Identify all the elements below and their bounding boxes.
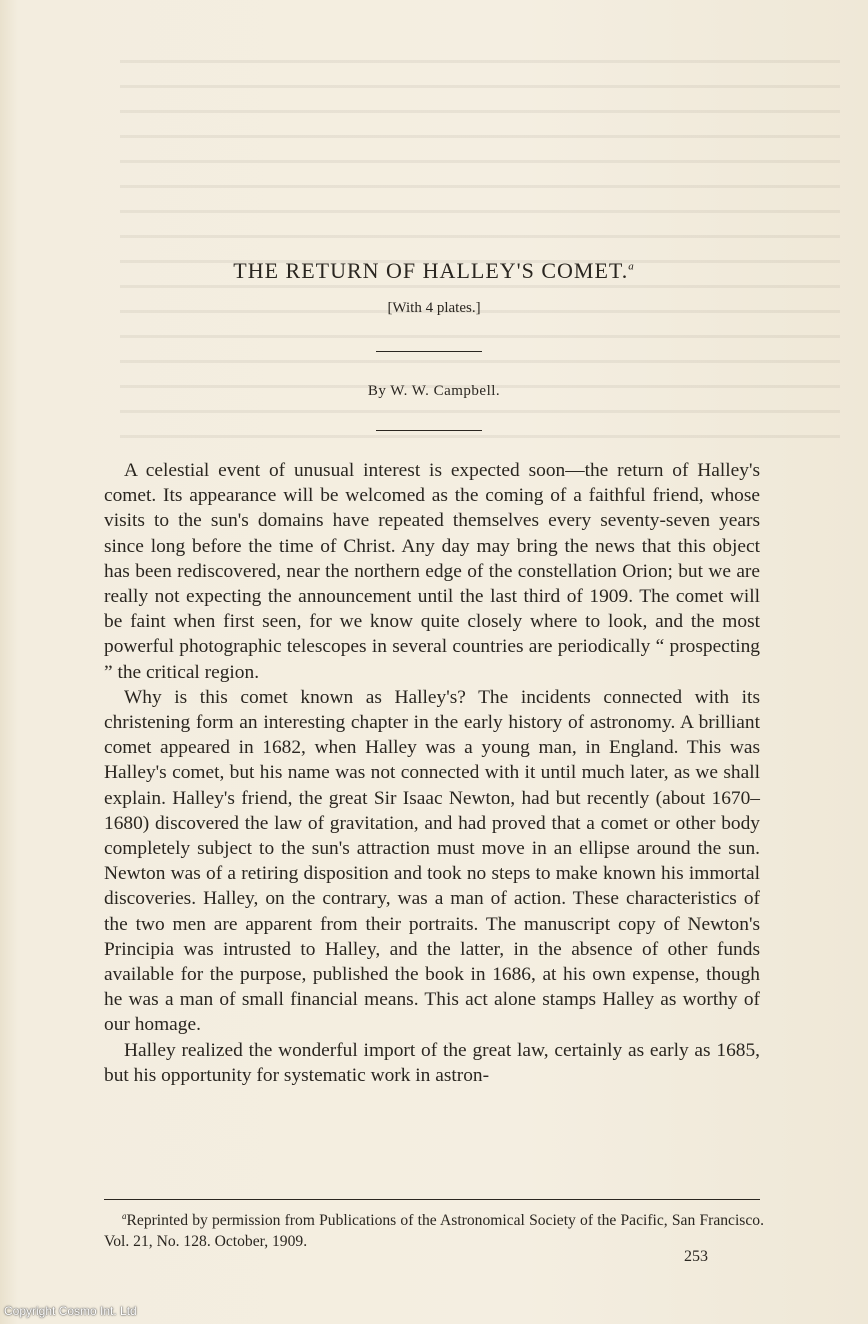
paragraph: Why is this comet known as Halley's? The incidents connected with its christening form an interesting chapter in the early history of astronomy. A brilliant comet appeared in 1682, when Halley was a young man, in England. This was Halley's comet, but his name was not connected with it until much later, as we shall explain. Halley's friend, the great Sir Isaac Newton, had but recently (about 1670–1680) discovered the law of gravitation, and had proved that a comet or other body completely subject to the sun's attraction must move in an ellipse around the sun. Newton was of a retiring disposition and took no steps to make known his immortal discoveries. Halley, on the contrary, was a man of action. These characteristics of the two men are apparent from their portraits. The manuscript copy of Newton's Principia was intrusted to Halley, and the latter, in the absence of other funds available for the purpose, published the book in 1686, at his own expense, though he was a man of small financial means. This act alone stamps Halley as worthy of our homage.: [104, 686, 760, 1036]
copyright-watermark: Copyright Cosmo Int. Ltd: [4, 1304, 137, 1318]
footnote: [104, 1206, 764, 1252]
divider-top: [376, 351, 482, 352]
footnote-marker: a: [122, 1211, 127, 1221]
footnote-text: Reprinted by permission from Publications of the Astronomical Society of the Pacific, San Francisco. Vol. 21, No. 128. October, 1909.: [104, 1212, 764, 1251]
title-text: THE RETURN OF HALLEY'S COMET.: [233, 258, 629, 283]
article-body: [104, 458, 760, 1088]
subtitle: [With 4 plates.]: [387, 300, 481, 316]
paragraph: Halley realized the wonderful import of the great law, certainly as early as 1685, but his opportunity for systematic work in astron-: [104, 1039, 760, 1086]
page-number: 253: [684, 1248, 708, 1265]
article-title: [0, 258, 868, 284]
title-footnote-marker: a: [628, 260, 635, 273]
footnote-divider: [104, 1199, 760, 1200]
paragraph: A celestial event of unusual interest is expected soon—the return of Halley's comet. Its appearance will be welcomed as the coming of a faithful friend, whose visits to the sun's domains have repeated themselves every seventy-seven years since long before the time of Christ. Any day may bring the news that this object has been rediscovered, near the northern edge of the constellation Orion; but we are really not expecting the announcement until the last third of 1909. The comet will be faint when first seen, for we know quite closely where to look, and the most powerful photographic telescopes in several countries are periodically “ prospecting ” the critical region.: [104, 460, 760, 683]
divider-bottom: [376, 430, 482, 431]
byline: By W. W. Campbell.: [367, 383, 501, 399]
